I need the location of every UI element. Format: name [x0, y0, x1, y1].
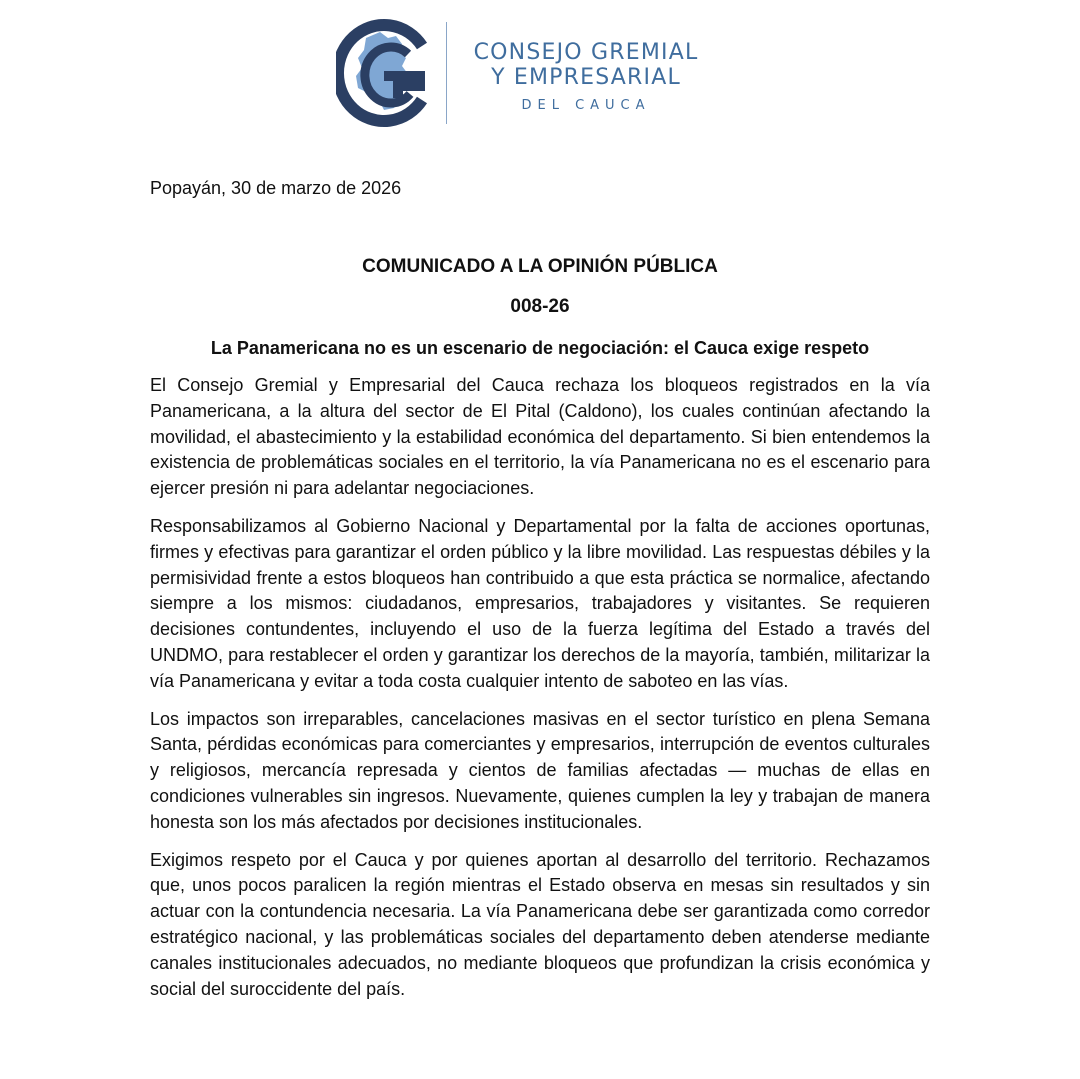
letterhead: [336, 18, 716, 128]
body-paragraph: Exigimos respeto por el Cauca y por quienes aportan al desarrollo del territorio. Rechazamos que, unos pocos paralicen la región mientras el Estado observa en mesas sin resultados y sin actuar con la contundencia necesaria. La vía Panamericana debe ser garantizada como corredor estratégico nacional, y las problemáticas sociales del departamento deben atenderse mediante canales institucionales adecuados, no mediante bloqueos que profundizan la crisis económica y social del suroccidente del país.: [150, 849, 930, 999]
body-paragraph: El Consejo Gremial y Empresarial del Cauca rechaza los bloqueos registrados en la vía Panamericana, a la altura del sector de El Pital (Caldono), los cuales continúan afectando la movilidad, el abastecimiento y la estabilidad económica del departamento. Si bien entendemos la existencia de problemáticas sociales en el territorio, la vía Panamericana no es el escenario para ejercer presión ni para adelantar negociaciones.: [150, 375, 930, 499]
org-name-line1: CONSEJO GREMIAL: [473, 40, 699, 65]
document-number: 008-26: [510, 296, 570, 317]
document-date: Popayán, 30 de marzo de 2026: [150, 178, 402, 198]
cauca-map-logo-icon: [336, 18, 432, 128]
org-name-line3: DEL CAUCA: [521, 98, 651, 113]
body-paragraph: Los impactos son irreparables, cancelaciones masivas en el sector turístico en plena Semana Santa, pérdidas económicas para comerciantes y empresarios, interrupción de eventos culturales y religiosos, mercancía represada y cientos de familias afectadas — muchas de ellas en condiciones vulnerables sin ingresos. Nuevamente, quienes cumplen la ley y trabajan de manera honesta son los más afectados por decisiones institucionales.: [150, 708, 930, 832]
body-paragraph: Responsabilizamos al Gobierno Nacional y Departamental por la falta de acciones oportunas, firmes y efectivas para garantizar el orden público y la libre movilidad. Las respuestas débiles y la permisividad frente a estos bloqueos han contribuido a que esta práctica se normalice, afectando siempre a los mismos: ciudadanos, empresarios, trabajadores y visitantes. Se requieren decisiones contundentes, incluyendo el uso de la fuerza legítima del Estado a través del UNDMO, para restablecer el orden y garantizar los derechos de la mayoría, también, militarizar la vía Panamericana y evitar a toda costa cualquier intento de saboteo en las vías.: [150, 515, 930, 691]
org-name-line2: Y EMPRESARIAL: [491, 65, 681, 90]
logo-divider: [446, 22, 447, 124]
document-title: COMUNICADO A LA OPINIÓN PÚBLICA: [362, 256, 718, 277]
document-body: [150, 373, 930, 1014]
document-subtitle: La Panamericana no es un escenario de negociación: el Cauca exige respeto: [210, 338, 870, 358]
org-name: [456, 40, 716, 116]
